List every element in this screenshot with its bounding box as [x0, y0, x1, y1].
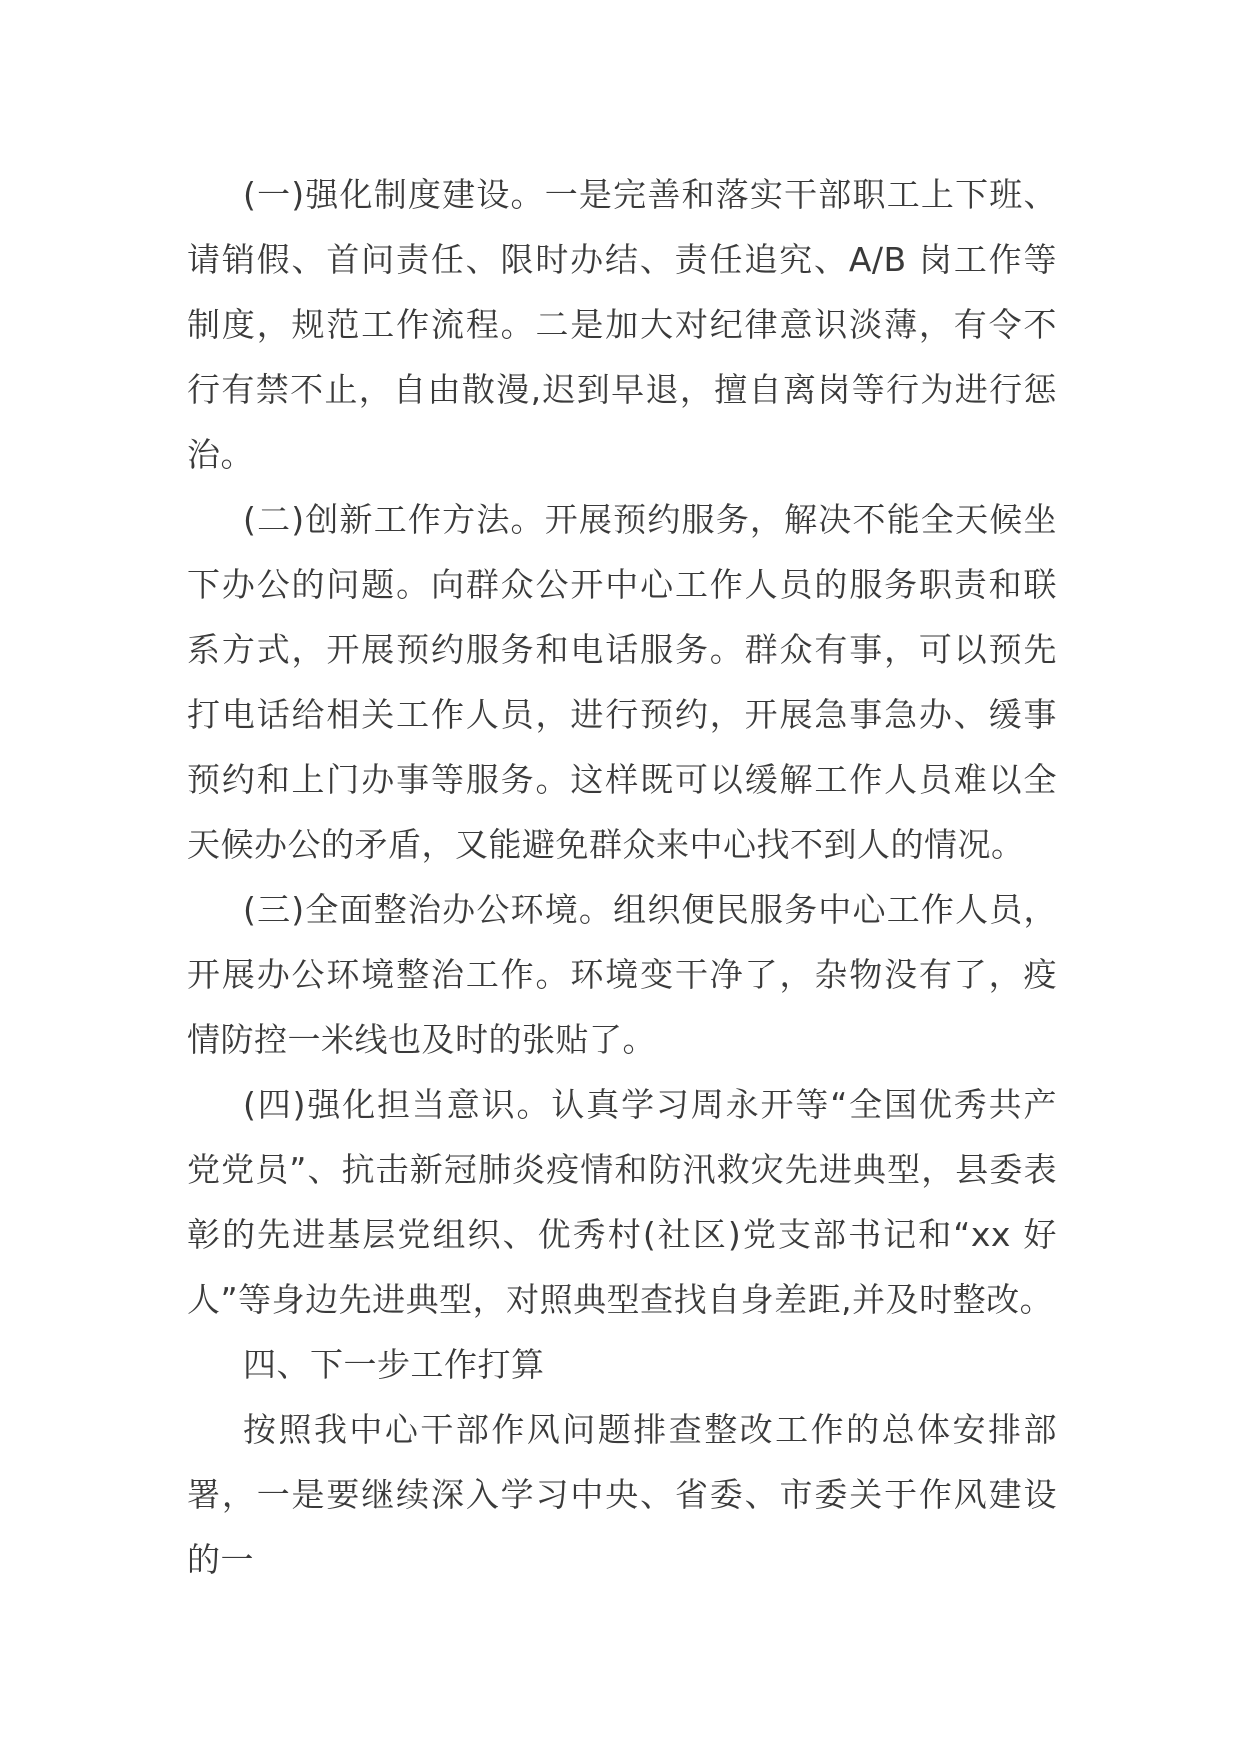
section-heading-next-steps: 四、下一步工作打算 — [243, 1345, 545, 1384]
paragraph-institution-building: (一)强化制度建设。一是完善和落实干部职工上下班、请销假、首问责任、限时办结、责任追究、A/B 岗工作等制度，规范工作流程。二是加大对纪律意识淡薄，有令不行有禁不止，自由散漫,迟到早退，擅自离岗等行为进行惩治。 — [187, 175, 1057, 474]
paragraph-work-methods: (二)创新工作方法。开展预约服务，解决不能全天候坐下办公的问题。向群众公开中心工作人员的服务职责和联系方式，开展预约服务和电话服务。群众有事，可以预先打电话给相关工作人员，进行预约，开展急事急办、缓事预约和上门办事等服务。这样既可以缓解工作人员难以全天候办公的矛盾，又能避免群众来中心找不到人的情况。 — [187, 500, 1057, 864]
paragraph-responsibility-awareness: (四)强化担当意识。认真学习周永开等“全国优秀共产党党员”、抗击新冠肺炎疫情和防汛救灾先进典型，县委表彰的先进基层党组织、优秀村(社区)党支部书记和“xx 好人”等身边先进典型，对照典型查找自身差距,并及时整改。 — [187, 1085, 1057, 1319]
paragraph-office-environment: (三)全面整治办公环境。组织便民服务中心工作人员，开展办公环境整治工作。环境变干净了，杂物没有了，疫情防控一米线也及时的张贴了。 — [187, 890, 1057, 1059]
paragraph-next-steps: 按照我中心干部作风问题排查整改工作的总体安排部署，一是要继续深入学习中央、省委、市委关于作风建设的一 — [187, 1410, 1057, 1579]
document-page — [187, 162, 1057, 1592]
